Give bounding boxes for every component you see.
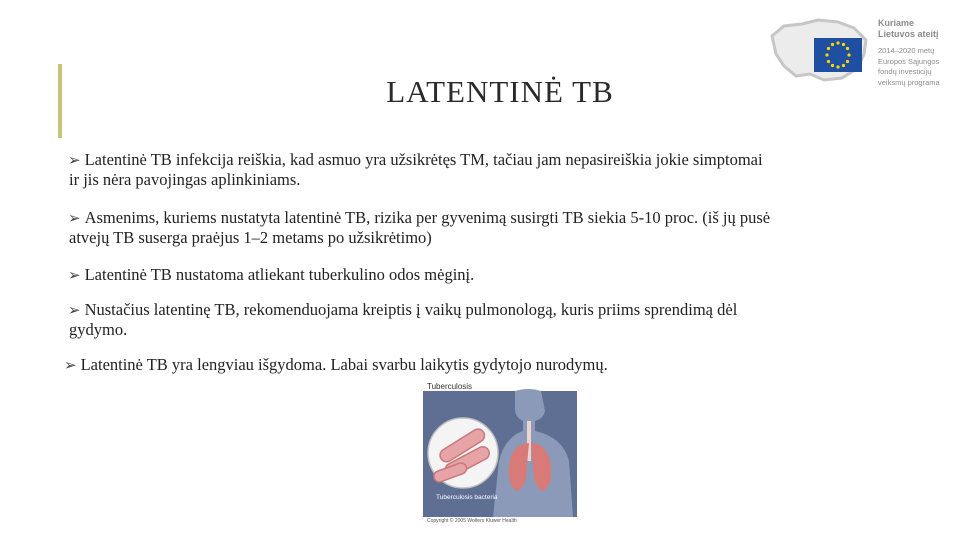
lithuania-map-eu-flag-icon bbox=[766, 14, 878, 94]
logo-line-6: veiksmų programa bbox=[878, 77, 940, 87]
lungs-bacteria-image bbox=[423, 381, 577, 528]
bullet-text: Nustačius latentinę TB, rekomenduojama kreiptis į vaikų pulmonologą, kuris priims sprendimą dėl bbox=[84, 300, 738, 319]
arrow-bullet-icon: ➢ bbox=[68, 301, 81, 319]
bullet-item bbox=[62, 265, 918, 285]
bullet-item bbox=[62, 150, 918, 190]
illustration-label: Tuberculosis bacteria bbox=[436, 494, 498, 501]
logo-line-3: 2014–2020 metų bbox=[878, 46, 935, 55]
logo-line-5: fondų investicijų bbox=[878, 67, 932, 76]
eu-funds-logo bbox=[766, 14, 956, 104]
illustration-copyright: Copyright © 2005 Wolters Kluwer Health bbox=[427, 518, 517, 524]
logo-text bbox=[878, 18, 958, 88]
illustration-title: Tuberculosis bbox=[427, 382, 473, 391]
bullet-item bbox=[62, 300, 918, 340]
bullet-text: Asmenims, kuriems nustatyta latentinė TB, rizika per gyvenimą susirgti TB siekia 5-10 proc. (iš jų pusė bbox=[84, 208, 771, 227]
tuberculosis-illustration bbox=[423, 381, 577, 528]
slide-title: LATENTINĖ TB bbox=[386, 74, 614, 109]
bullet-text-continuation: ir jis nėra pavojingas aplinkiniams. bbox=[69, 170, 301, 189]
bullet-text: Latentinė TB yra lengviau išgydoma. Labai svarbu laikytis gydytojo nurodymų. bbox=[80, 355, 608, 374]
arrow-bullet-icon: ➢ bbox=[68, 209, 81, 227]
arrow-bullet-icon: ➢ bbox=[68, 151, 81, 169]
logo-line-4: Europos Sąjungos bbox=[878, 56, 940, 66]
bullet-item bbox=[58, 355, 914, 375]
bullet-text: Latentinė TB infekcija reiškia, kad asmuo yra užsikrėtęs TM, tačiau jam nepasireiškia jokie simptomai bbox=[84, 150, 763, 169]
logo-line-2: Lietuvos ateitį bbox=[878, 29, 939, 39]
bullet-text-continuation: atvejų TB suserga praėjus 1–2 metams po užsikrėtimo) bbox=[69, 228, 432, 247]
bullet-text: Latentinė TB nustatoma atliekant tuberkulino odos mėginį. bbox=[84, 265, 475, 284]
title-accent-bar bbox=[58, 64, 62, 138]
bullet-item bbox=[62, 208, 918, 248]
bullet-text-continuation: gydymo. bbox=[69, 320, 128, 339]
arrow-bullet-icon: ➢ bbox=[68, 266, 81, 284]
arrow-bullet-icon: ➢ bbox=[64, 356, 77, 374]
logo-line-1: Kuriame bbox=[878, 18, 915, 28]
